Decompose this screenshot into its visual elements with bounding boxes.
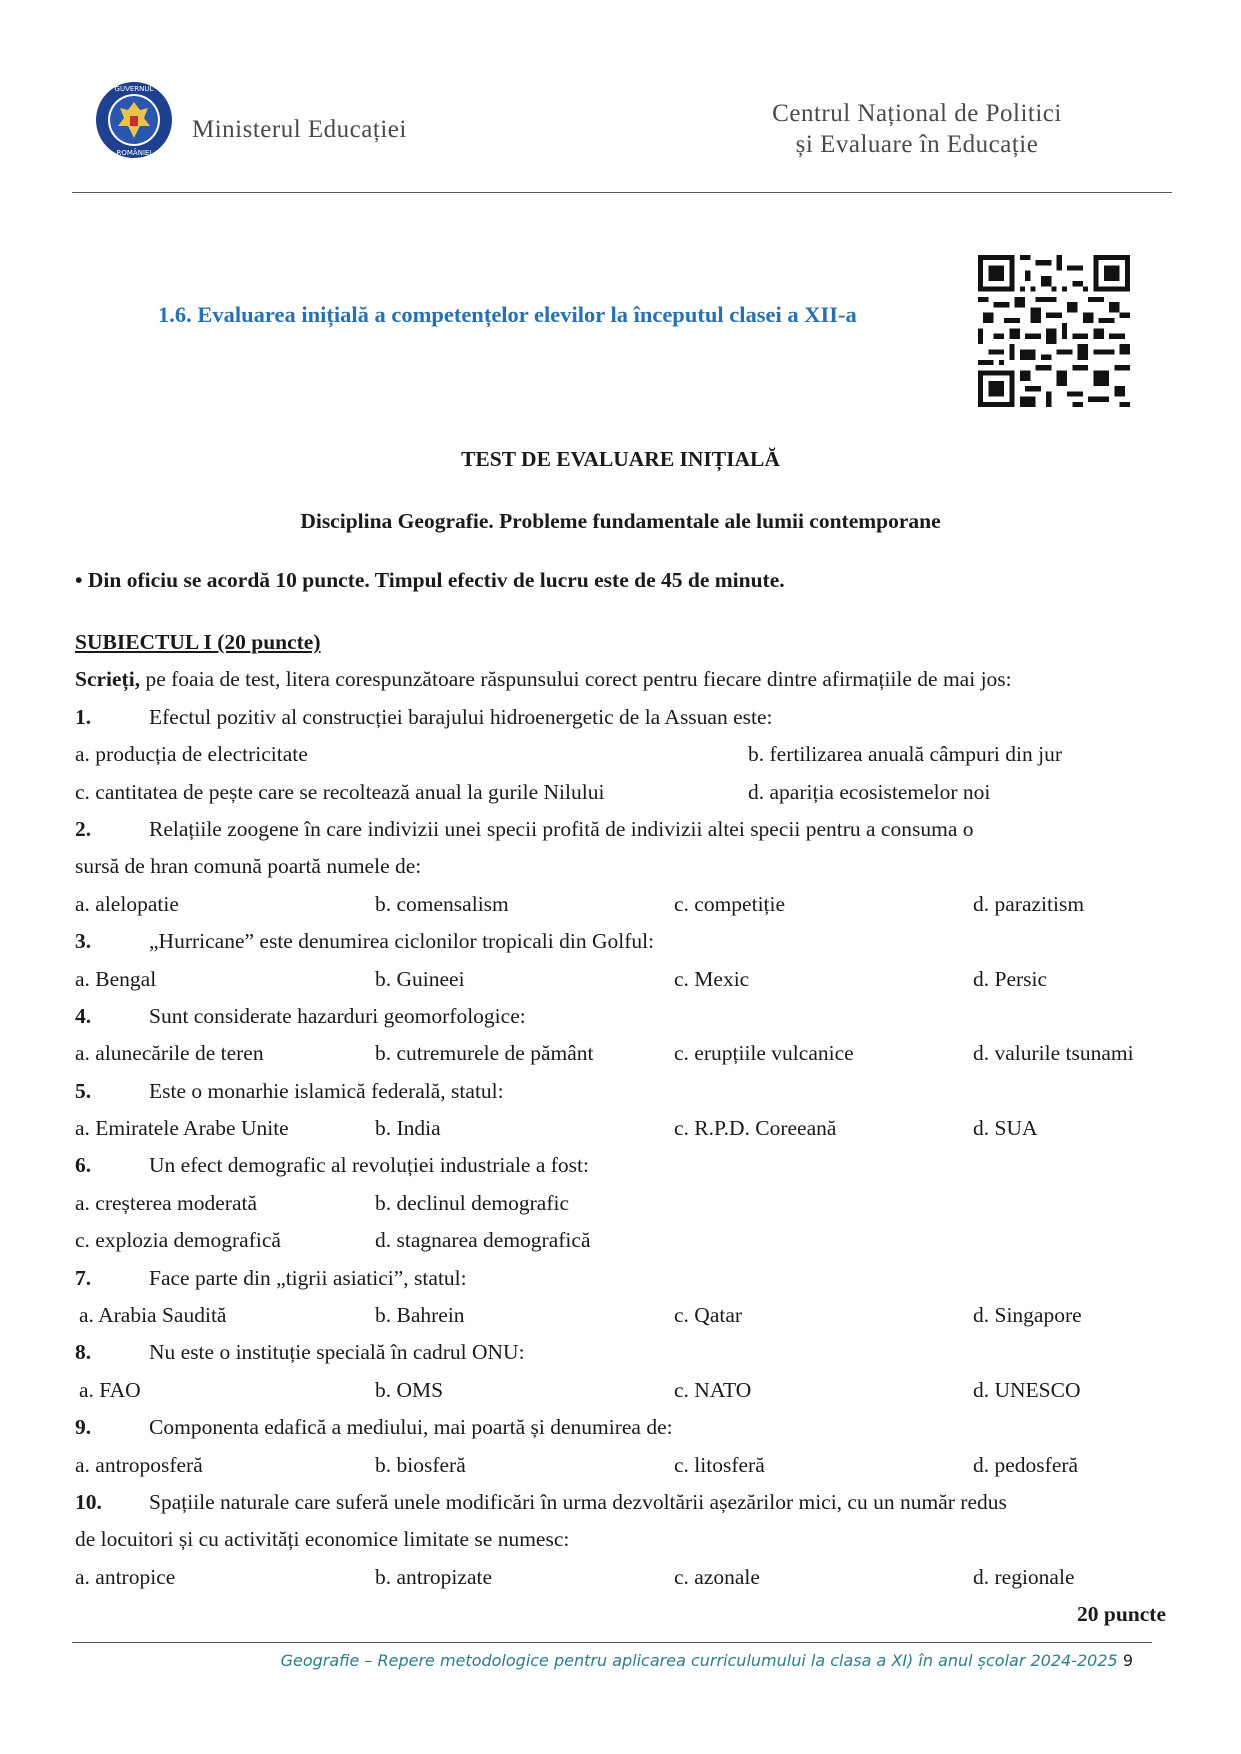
option-c: c. Qatar [674,1303,743,1328]
question-2-continuation: sursă de hran comună poartă numele de: [75,854,422,879]
option-c: c. R.P.D. Coreeană [674,1116,837,1141]
option-a: a. Arabia Saudită [79,1303,227,1328]
question-number: 5. [75,1078,92,1103]
question-text: Componenta edafică a mediului, mai poartă și denumirea de: [149,1415,673,1440]
subject-one [75,624,1170,1634]
subject-points: 20 puncte [1077,1602,1166,1627]
instructions-verb: Scrieți, [75,667,141,692]
option-b: b. cutremurele de pământ [375,1041,594,1066]
option-a: a. Bengal [75,966,157,991]
option-a: a. antropice [75,1564,176,1589]
test-title: TEST DE EVALUARE INIȚIALĂ [461,447,780,471]
question-10 [75,1484,1170,1521]
header-divider [72,192,1172,193]
question-number: 1. [75,704,92,729]
option-b: b. fertilizarea anuală câmpuri din jur [748,742,1062,767]
question-4-options [75,1035,1170,1072]
question-1-options-row-2 [75,774,1170,811]
question-number: 9. [75,1415,92,1440]
question-9 [75,1409,1170,1446]
question-2 [75,811,1170,848]
option-c: c. azonale [674,1564,760,1589]
option-a: a. creșterea moderată [75,1190,258,1215]
question-4 [75,998,1170,1035]
question-number: 2. [75,816,92,841]
option-c: c. competiție [674,891,786,916]
option-b: b. antropizate [375,1564,493,1589]
question-text: „Hurricane” este denumirea ciclonilor tropicali din Golful: [149,929,655,954]
option-a: a. antroposferă [75,1452,203,1477]
question-number: 6. [75,1153,92,1178]
option-c: c. cantitatea de pește care se recoltează anual la gurile Nilului [75,779,605,804]
government-crest-logo [94,80,174,160]
discipline-title: Disciplina Geografie. Probleme fundamentale ale lumii contemporane [300,509,941,533]
subject-instructions [75,661,1170,698]
question-number: 4. [75,1003,92,1028]
question-1-options-row-1 [75,736,1170,773]
question-number: 8. [75,1340,92,1365]
question-text: Nu este o instituție specială în cadrul ONU: [149,1340,525,1365]
option-d: d. stagnarea demografică [375,1228,591,1253]
option-b: b. India [375,1116,441,1141]
option-d: d. parazitism [973,891,1085,916]
option-c: c. NATO [674,1377,752,1402]
question-number: 3. [75,929,92,954]
option-a: a. Emiratele Arabe Unite [75,1116,289,1141]
question-text: Sunt considerate hazarduri geomorfologice: [149,1003,526,1028]
option-d: d. Singapore [973,1303,1082,1328]
question-8 [75,1334,1170,1371]
option-d: d. pedosferă [973,1452,1079,1477]
option-c: c. Mexic [674,966,750,991]
question-10-continuation: de locuitori și cu activități economice limitate se numesc: [75,1527,570,1552]
instructions-text: pe foaia de test, litera corespunzătoare răspunsului corect pentru fiecare dintre afirmațiile de mai jos: [140,667,1012,692]
question-5 [75,1073,1170,1110]
option-a: a. FAO [79,1377,141,1402]
question-number: 7. [75,1265,92,1290]
option-b: b. comensalism [375,891,509,916]
option-d: d. Persic [973,966,1048,991]
evaluation-center-name [692,98,1142,160]
footer-text: Geografie – Repere metodologice pentru aplicarea curriculumului la clasa a XI) în anul școlar 2024-2025 [280,1651,1118,1670]
option-c: c. explozia demografică [75,1228,281,1253]
question-text: Face parte din „tigrii asiatici”, statul: [149,1265,467,1290]
question-text: Relațiile zoogene în care indivizii unei specii profită de indivizii altei specii pentru a consuma o [149,816,974,841]
option-d: d. regionale [973,1564,1075,1589]
svg-text:GUVERNUL: GUVERNUL [114,85,154,93]
question-1 [75,699,1170,736]
option-d: d. valurile tsunami [973,1041,1134,1066]
question-5-options [75,1110,1170,1147]
option-b: b. biosferă [375,1452,466,1477]
question-3-options [75,961,1170,998]
question-text: Este o monarhie islamică federală, statul: [149,1078,504,1103]
page-number: 9 [1122,1651,1133,1670]
option-d: d. apariția ecosistemelor noi [748,779,991,804]
option-b: b. declinul demografic [375,1190,570,1215]
ministry-name: Ministerul Educației [192,116,407,143]
footer-divider [72,1642,1152,1643]
subject-title: SUBIECTUL I (20 puncte) [75,630,321,654]
option-d: d. SUA [973,1116,1038,1141]
question-9-options [75,1447,1170,1484]
option-b: b. Guineei [375,966,465,991]
section-title: 1.6. Evaluarea inițială a competențelor elevilor la începutul clasei a XII-a [158,302,857,327]
option-a: a. alelopatie [75,891,179,916]
question-text: Spațiile naturale care suferă unele modificări în urma dezvoltării așezărilor mici, cu un număr redus [149,1489,1007,1514]
question-2-options [75,886,1170,923]
option-a: a. producția de electricitate [75,742,308,767]
question-7 [75,1260,1170,1297]
question-6-options-row-1 [75,1185,1170,1222]
option-a: a. alunecările de teren [75,1041,264,1066]
option-c: c. litosferă [674,1452,765,1477]
instructions-note: • Din oficiu se acordă 10 puncte. Timpul efectiv de lucru este de 45 de minute. [75,568,785,592]
center-name-line-1: Centrul Național de Politici [772,100,1062,127]
question-3 [75,923,1170,960]
question-10-options [75,1559,1170,1596]
question-6 [75,1147,1170,1184]
option-c: c. erupțiile vulcanice [674,1041,854,1066]
option-b: b. OMS [375,1377,444,1402]
center-name-line-2: și Evaluare în Educație [795,131,1039,158]
option-b: b. Bahrein [375,1303,465,1328]
question-8-options [75,1372,1170,1409]
question-6-options-row-2 [75,1222,1170,1259]
svg-text:ROMÂNIEI: ROMÂNIEI [116,149,152,157]
question-number: 10. [75,1489,102,1514]
question-7-options [75,1297,1170,1334]
question-text: Un efect demografic al revoluției industriale a fost: [149,1153,589,1178]
qr-code-icon[interactable] [978,255,1130,407]
page-footer [281,1651,1133,1670]
option-d: d. UNESCO [973,1377,1081,1402]
question-text: Efectul pozitiv al construcției barajului hidroenergetic de la Assuan este: [149,704,773,729]
page-header [72,76,1172,196]
